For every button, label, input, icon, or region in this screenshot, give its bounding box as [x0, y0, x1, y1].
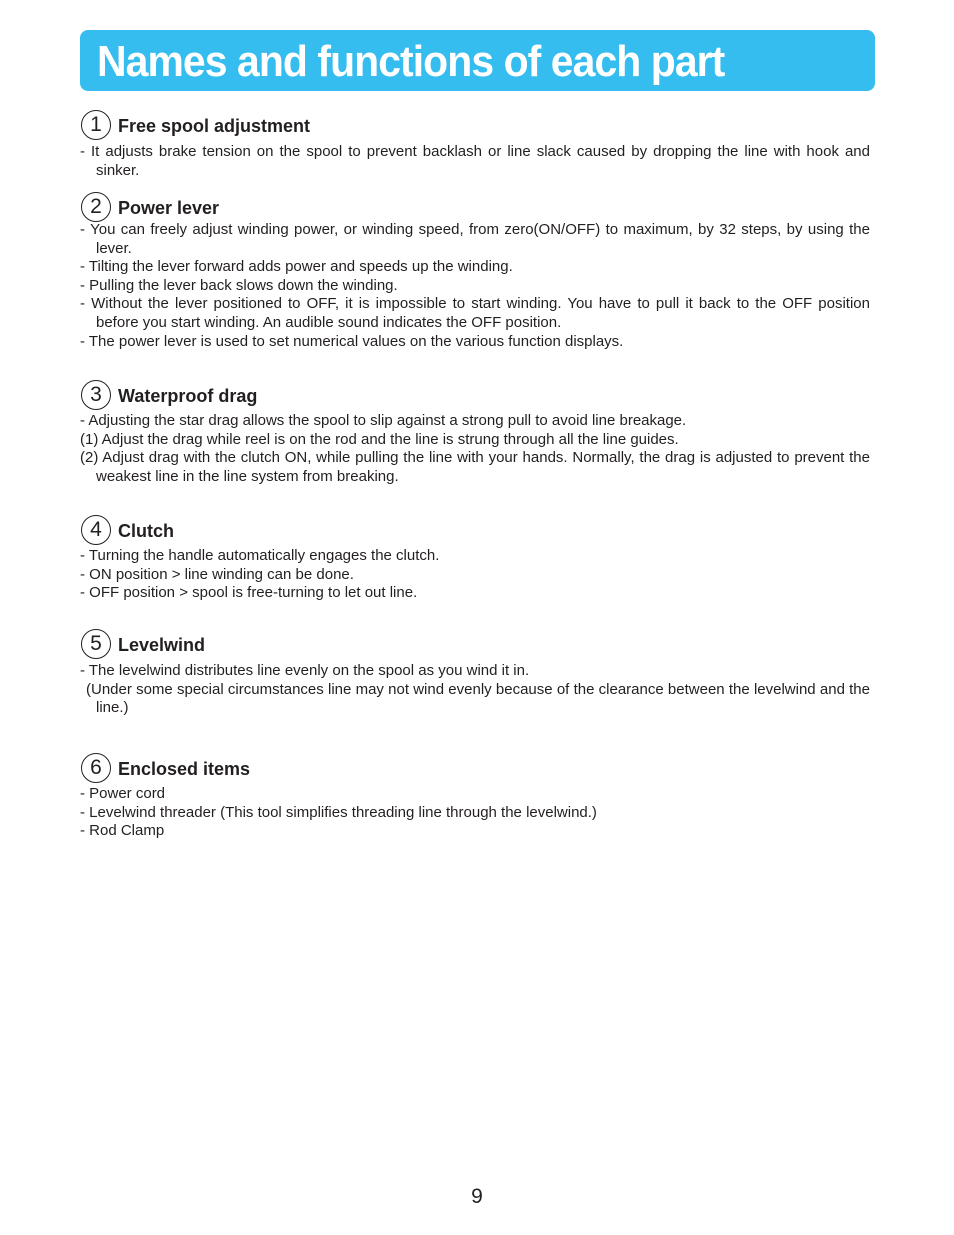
section-clutch	[80, 515, 870, 603]
section-number-badge: 5	[81, 629, 111, 659]
section-number-badge: 4	[81, 515, 111, 545]
body-line: - Pulling the lever back slows down the winding.	[80, 276, 398, 294]
body-line: - Rod Clamp	[80, 822, 165, 840]
section-heading	[80, 753, 870, 786]
section-title: Power lever	[118, 198, 220, 218]
body-line: (2) Adjust drag with the clutch ON, while pulling the line with your hands. Normally, the drag is adjusted to prevent the weakest line in the line system from breaking.	[80, 449, 870, 485]
section-heading	[80, 192, 870, 222]
body-line: - Turning the handle automatically engages the clutch.	[80, 547, 440, 564]
section-heading	[80, 110, 870, 144]
section-levelwind	[80, 629, 870, 718]
section-title: Levelwind	[118, 635, 206, 655]
section-heading	[80, 515, 870, 548]
section-free-spool-adjustment	[80, 110, 870, 180]
body-line: - OFF position > spool is free-turning to let out line.	[80, 584, 418, 602]
section-number-badge: 1	[81, 110, 111, 140]
section-heading	[80, 629, 870, 663]
section-power-lever	[80, 192, 870, 351]
body-line: - Power cord	[80, 785, 166, 802]
section-body	[80, 221, 870, 351]
section-body	[80, 662, 870, 718]
body-line: - It adjusts brake tension on the spool to prevent backlash or line slack caused by dropping the line with hook and sinker.	[80, 143, 870, 179]
body-line: - Adjusting the star drag allows the spool to slip against a strong pull to avoid line breakage.	[80, 412, 687, 429]
body-line: - Tilting the lever forward adds power and speeds up the winding.	[80, 258, 513, 276]
section-number-badge: 6	[81, 753, 111, 783]
page-number: 9	[471, 1185, 483, 1208]
section-title: Free spool adjustment	[118, 116, 311, 136]
section-title: Waterproof drag	[118, 386, 258, 406]
section-title: Clutch	[118, 521, 174, 541]
section-body	[80, 412, 870, 486]
section-body	[80, 547, 870, 603]
body-line: - The levelwind distributes line evenly on the spool as you wind it in.	[80, 662, 530, 679]
body-line: - Levelwind threader (This tool simplifies threading line through the levelwind.)	[80, 803, 597, 821]
body-line: - ON position > line winding can be done.	[80, 565, 354, 583]
section-number-badge: 3	[81, 380, 111, 410]
body-line: - You can freely adjust winding power, or winding speed, from zero(ON/OFF) to maximum, by 32 steps, by using the lever.	[80, 221, 870, 257]
section-waterproof-drag	[80, 380, 870, 486]
section-body	[80, 785, 870, 841]
body-line: (1) Adjust the drag while reel is on the rod and the line is strung through all the line guides.	[80, 430, 679, 448]
section-number-badge: 2	[81, 192, 111, 222]
section-heading	[80, 380, 870, 413]
section-body	[80, 143, 870, 180]
page-title: Names and functions of each part	[97, 37, 725, 86]
body-line: - Without the lever positioned to OFF, it is impossible to start winding. You have to pull it back to the OFF position before you start winding. An audible sound indicates the OFF position.	[80, 295, 870, 331]
section-enclosed-items	[80, 753, 870, 841]
body-line: (Under some special circumstances line may not wind evenly because of the clearance between the levelwind and the line.)	[86, 680, 870, 717]
title-banner	[80, 30, 875, 91]
section-title: Enclosed items	[118, 759, 251, 779]
body-line: - The power lever is used to set numerical values on the various function displays.	[80, 332, 624, 350]
